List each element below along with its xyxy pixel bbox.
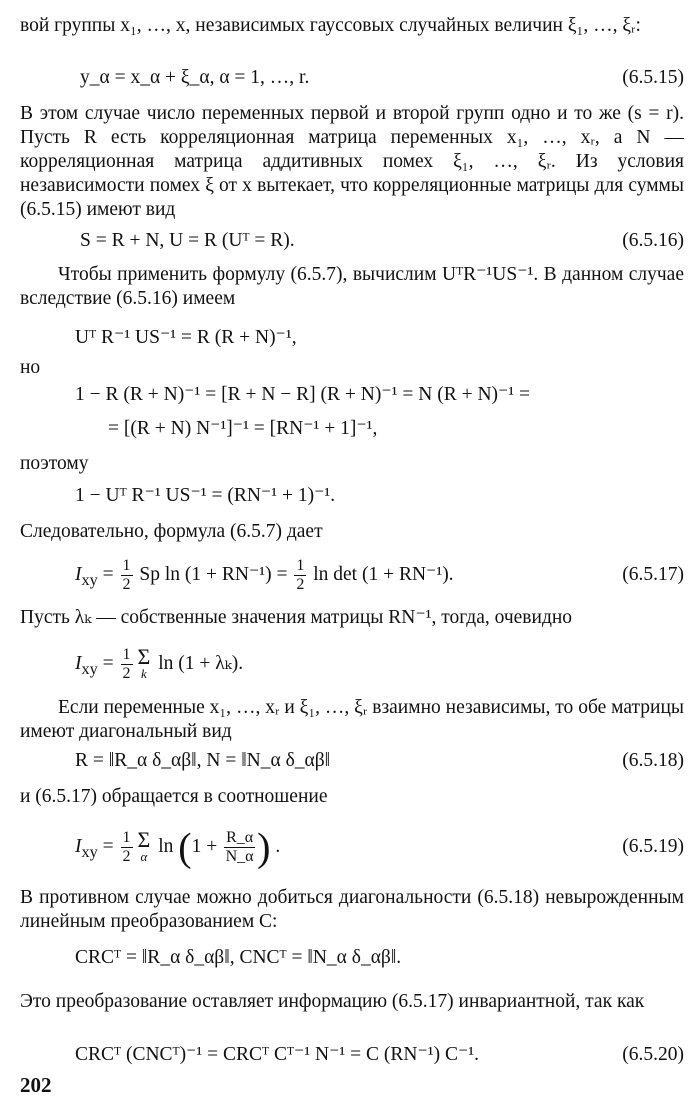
- sigma-glyph: Σ: [137, 827, 151, 852]
- equation-ut-r-us: [20, 323, 684, 353]
- equation-body: S = R + N, U = R (Uᵀ = R).: [80, 230, 295, 251]
- fraction-denominator: 2: [122, 664, 131, 682]
- word-poetomu: поэтому: [20, 453, 89, 474]
- equation-body: Uᵀ R⁻¹ US⁻¹ = R (R + N)⁻¹,: [75, 327, 297, 348]
- det-term: ln det (1 + RN⁻¹).: [308, 563, 454, 585]
- right-paren: ): [257, 824, 271, 869]
- sigma-glyph: Σ: [137, 644, 151, 669]
- equation-body: [75, 557, 454, 594]
- sum-sign: [137, 644, 151, 681]
- info-subscript: xy: [81, 570, 98, 589]
- equals-sign: =: [97, 652, 119, 674]
- paragraph-eigenvalues: Пусть λₖ — собственные значения матрицы RN⁻¹, тогда, очевидно: [20, 607, 573, 628]
- fraction-r-over-n: [224, 829, 255, 866]
- equation-body: 1 − Uᵀ R⁻¹ US⁻¹ = (RN⁻¹ + 1)⁻¹.: [75, 485, 336, 506]
- equation-6-5-17: [20, 555, 684, 595]
- page-number: 202: [20, 1073, 52, 1097]
- fraction-numerator: 1: [122, 556, 131, 574]
- equation-body: y_α = x_α + ξ_α, α = 1, …, r.: [80, 67, 310, 88]
- equation-number: (6.5.17): [622, 564, 684, 585]
- equation-6-5-15: [20, 63, 684, 93]
- info-subscript: xy: [81, 659, 98, 678]
- paragraph-consequently: Следовательно, формула (6.5.7) дает: [20, 521, 323, 542]
- fraction-half: [294, 557, 306, 594]
- paragraph-intro: вой группы x₁, …, x, независимых гауссовых случайных величин ξ₁, …, ξᵣ:: [20, 15, 641, 36]
- period: .: [270, 835, 281, 857]
- fraction-half: [121, 557, 133, 594]
- info-subscript: xy: [81, 842, 98, 861]
- info-symbol: I: [75, 835, 82, 857]
- equation-number: (6.5.18): [622, 750, 684, 771]
- paragraph-invariant: Это преобразование оставляет информацию (6.5.17) инвариантной, так как: [20, 991, 645, 1012]
- sum-index: α: [140, 849, 148, 864]
- one-plus: 1 +: [191, 835, 223, 857]
- fraction-denominator: N_α: [225, 847, 254, 865]
- equation-number: (6.5.15): [622, 67, 684, 88]
- equation-transform: [20, 943, 684, 973]
- equation-body: 1 − R (R + N)⁻¹ = [R + N − R] (R + N)⁻¹ = N (R + N)⁻¹ =: [75, 384, 531, 405]
- sum-sign: [137, 827, 151, 864]
- paragraph-otherwise: В противном случае можно добиться диагональности (6.5.18) невырожденным линейным преобразованием C:: [20, 887, 684, 932]
- info-symbol: I: [75, 563, 82, 585]
- equation-number: (6.5.16): [622, 230, 684, 251]
- equation-body: CRCᵀ = ‖R_α δ_αβ‖, CNCᵀ = ‖N_α δ_αβ‖.: [75, 947, 402, 968]
- equation-body: CRCᵀ (CNCᵀ)⁻¹ = CRCᵀ Cᵀ⁻¹ N⁻¹ = C (RN⁻¹) C⁻¹.: [75, 1044, 479, 1065]
- trace-term: Sp ln (1 + RN⁻¹) =: [134, 563, 293, 585]
- fraction-numerator: 1: [296, 556, 305, 574]
- fraction-numerator: 1: [122, 828, 131, 846]
- equation-one-minus: [20, 481, 684, 511]
- equation-6-5-18: [20, 746, 684, 776]
- equals-sign: =: [97, 563, 119, 585]
- equation-body: = [(R + N) N⁻¹]⁻¹ = [RN⁻¹ + 1]⁻¹,: [108, 418, 378, 439]
- log-word: ln: [153, 835, 179, 857]
- equation-body: R = ‖R_α δ_αβ‖, N = ‖N_α δ_αβ‖: [75, 750, 331, 771]
- info-symbol: I: [75, 652, 82, 674]
- fraction-half: [121, 646, 133, 683]
- word-no: но: [20, 357, 41, 378]
- paragraph-independent: Если переменные x₁, …, xᵣ и ξ₁, …, ξᵣ взаимно независимы, то обе матрицы имеют диагональный вид: [20, 697, 684, 742]
- fraction-numerator: R_α: [226, 828, 254, 846]
- equation-number: (6.5.20): [622, 1044, 684, 1065]
- equation-6-5-20: [20, 1040, 684, 1070]
- equation-expansion-line1: [20, 380, 684, 410]
- fraction-half: [121, 829, 133, 866]
- equation-expansion-line2: [20, 414, 684, 444]
- equation-6-5-16: [20, 226, 684, 256]
- paragraph-correlation: В этом случае число переменных первой и второй групп одно и то же (s = r). Пусть R есть корреляционная матрица переменных x₁, …, xᵣ, а N — корреляционная матрица аддитивных помех ξ₁, …, ξᵣ. Из условия независимости помех ξ от x вытекает, что корреляционные матрицы для суммы (6.5.15) имеют вид: [20, 103, 684, 220]
- fraction-denominator: 2: [122, 847, 131, 865]
- equation-number: (6.5.19): [622, 836, 684, 857]
- paragraph-becomes: и (6.5.17) обращается в соотношение: [20, 786, 328, 807]
- log-term: ln (1 + λₖ).: [153, 652, 244, 674]
- equation-6-5-19: [20, 818, 684, 876]
- equation-body: [75, 646, 243, 683]
- equation-body: [75, 824, 281, 869]
- sum-index: k: [141, 666, 147, 681]
- fraction-numerator: 1: [122, 645, 131, 663]
- equation-eigen-sum: [20, 640, 684, 688]
- paragraph-apply-formula: Чтобы применить формулу (6.5.7), вычислим UᵀR⁻¹US⁻¹. В данном случае вследствие (6.5.16) имеем: [20, 264, 684, 309]
- equals-sign: =: [97, 835, 119, 857]
- fraction-denominator: 2: [122, 575, 131, 593]
- fraction-denominator: 2: [296, 575, 305, 593]
- left-paren: (: [178, 824, 192, 869]
